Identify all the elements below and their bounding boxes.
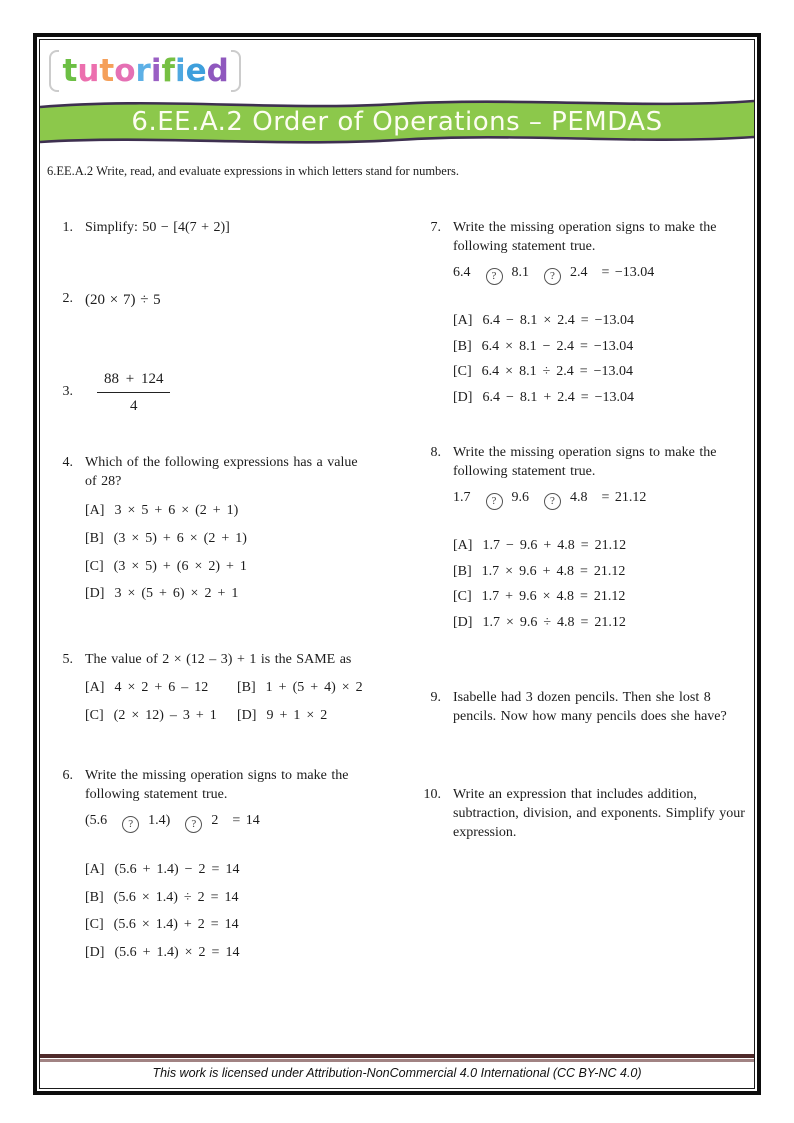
- option-text: 1.7 × 9.6 + 4.8 = 21.12: [481, 563, 626, 579]
- option-text: 3 × (5 + 6) × 2 + 1: [114, 586, 239, 602]
- option-text: 1.7 × 9.6 ÷ 4.8 = 21.12: [482, 615, 626, 631]
- logo-letter: t: [62, 53, 77, 89]
- logo-letter: e: [185, 53, 206, 89]
- option-text: (3 × 5) + 6 × (2 + 1): [113, 530, 247, 546]
- question-number: 2.: [62, 291, 73, 306]
- option-row: [453, 563, 754, 582]
- equation-result: = −13.04: [601, 264, 655, 280]
- option-text: 1.7 + 9.6 × 4.8 = 21.12: [481, 589, 626, 605]
- footer-rule-light: [40, 1059, 754, 1062]
- option-row: [85, 861, 381, 880]
- equation-line: [453, 264, 754, 285]
- footer: [40, 1054, 754, 1088]
- question-number: 10.: [423, 787, 441, 802]
- question-text: Which of the following expressions has a value of 28?: [85, 455, 358, 489]
- logo-left-bracket-icon: [49, 50, 59, 92]
- equation-segment: 9.6: [511, 489, 529, 505]
- logo-right-bracket-icon: [231, 50, 241, 92]
- option-label: [B]: [453, 338, 472, 354]
- question-10: [419, 786, 754, 843]
- fraction-denominator: 4: [129, 398, 138, 415]
- logo-letter: i: [150, 53, 161, 89]
- option-row: [453, 588, 754, 607]
- option-label: [B]: [85, 889, 104, 905]
- equation-segment: 4.8: [570, 489, 588, 505]
- options-list: [85, 679, 391, 726]
- question-9: [419, 689, 754, 727]
- options-list: [453, 312, 754, 409]
- option-text: 1.7 − 9.6 + 4.8 = 21.12: [482, 537, 627, 553]
- question-5: [51, 651, 391, 726]
- question-3: [51, 369, 381, 417]
- option-text: 4 × 2 + 6 – 12: [114, 679, 209, 695]
- worksheet-page: [33, 33, 761, 1095]
- option-label: [A]: [453, 312, 473, 328]
- option-label: [D]: [453, 615, 473, 631]
- circled-question-mark-icon: ?: [486, 493, 503, 510]
- options-list: [85, 861, 381, 964]
- question-number: 6.: [62, 768, 73, 783]
- logo-letter: d: [206, 53, 228, 89]
- question-1: [51, 219, 381, 238]
- equation-segment: 1.4): [148, 812, 171, 828]
- option-text: (5.6 × 1.4) + 2 = 14: [113, 917, 239, 933]
- license-text: This work is licensed under Attribution-NonCommercial 4.0 International (CC BY-NC 4.0): [152, 1066, 642, 1080]
- equation-result: = 21.12: [601, 489, 647, 505]
- option-row: [453, 537, 754, 556]
- question-7: [419, 219, 754, 415]
- option-label: [A]: [85, 679, 105, 695]
- fraction: [97, 369, 170, 417]
- question-number: 4.: [62, 455, 73, 470]
- options-list: [85, 502, 371, 605]
- question-text: Simplify: 50 − [4(7 + 2)]: [85, 220, 230, 235]
- option-label: [C]: [85, 707, 104, 723]
- option-text: 6.4 × 8.1 − 2.4 = −13.04: [481, 338, 634, 354]
- option-label: [C]: [453, 364, 472, 380]
- options-list: [453, 537, 754, 634]
- question-2: [51, 290, 381, 310]
- tutorified-logo: [49, 48, 241, 94]
- option-row: [85, 916, 381, 935]
- title-banner: [40, 92, 754, 152]
- question-number: 7.: [430, 220, 441, 235]
- option-text: (3 × 5) + (6 × 2) + 1: [113, 558, 247, 574]
- equation-line: [85, 812, 381, 833]
- option-label: [B]: [85, 530, 104, 546]
- option-text: 6.4 − 8.1 + 2.4 = −13.04: [482, 390, 635, 406]
- option-label: [C]: [85, 917, 104, 933]
- circled-question-mark-icon: ?: [486, 268, 503, 285]
- standard-description: 6.EE.A.2 Write, read, and evaluate expressions in which letters stand for numbers.: [47, 164, 459, 178]
- option-row: [453, 312, 754, 331]
- option-row: [85, 944, 381, 963]
- question-4: [51, 454, 371, 613]
- logo-letter: o: [114, 53, 135, 89]
- option-text: (5.6 × 1.4) ÷ 2 = 14: [113, 889, 239, 905]
- equation-segment: 6.4: [453, 264, 471, 280]
- question-6: [51, 767, 381, 972]
- option-text: 6.4 − 8.1 × 2.4 = −13.04: [482, 312, 635, 328]
- question-text: Write the missing operation signs to make the following statement true.: [453, 220, 717, 254]
- question-text: Write an expression that includes addition, subtraction, division, and exponents. Simplify your expression.: [453, 787, 745, 840]
- question-8: [419, 444, 754, 640]
- question-number: 9.: [430, 690, 441, 705]
- option-label: [D]: [85, 586, 105, 602]
- circled-question-mark-icon: ?: [122, 816, 139, 833]
- option-row: [453, 363, 754, 382]
- option-label: [B]: [453, 563, 472, 579]
- page-title: 6.EE.A.2 Order of Operations – PEMDAS: [131, 107, 663, 137]
- question-number: 3.: [62, 384, 73, 400]
- equation-line: [453, 489, 754, 510]
- question-text: Write the missing operation signs to make the following statement true.: [453, 445, 717, 479]
- equation-segment: 2: [211, 812, 219, 828]
- question-text: Write the missing operation signs to make the following statement true.: [85, 768, 349, 802]
- option-row: [85, 679, 237, 698]
- logo-letter: i: [174, 53, 185, 89]
- option-text: (2 × 12) – 3 + 1: [113, 707, 217, 723]
- question-text: (20 × 7) ÷ 5: [85, 292, 161, 308]
- equation-segment: 2.4: [570, 264, 588, 280]
- option-label: [C]: [85, 558, 104, 574]
- option-label: [A]: [85, 861, 105, 877]
- footer-rule-dark: [40, 1054, 754, 1058]
- option-text: 9 + 1 × 2: [266, 707, 328, 723]
- equation-segment: 8.1: [511, 264, 529, 280]
- option-label: [A]: [85, 502, 105, 518]
- logo-letter: t: [99, 53, 114, 89]
- option-row: [85, 530, 371, 549]
- logo-letter: u: [77, 53, 99, 89]
- option-text: (5.6 + 1.4) × 2 = 14: [114, 945, 240, 961]
- logo-letter: f: [161, 53, 174, 89]
- option-row: [453, 389, 754, 408]
- option-label: [D]: [237, 707, 257, 723]
- option-text: 3 × 5 + 6 × (2 + 1): [114, 502, 239, 518]
- option-row: [85, 585, 371, 604]
- question-text: The value of 2 × (12 – 3) + 1 is the SAME as: [85, 652, 352, 667]
- equation-segment: 1.7: [453, 489, 471, 505]
- option-row: [237, 679, 391, 698]
- question-number: 5.: [62, 652, 73, 667]
- circled-question-mark-icon: ?: [544, 268, 561, 285]
- fraction-numerator: 88 + 124: [97, 369, 170, 393]
- equation-segment: (5.6: [85, 812, 108, 828]
- option-label: [D]: [85, 945, 105, 961]
- option-row: [85, 889, 381, 908]
- question-text: Isabelle had 3 dozen pencils. Then she lost 8 pencils. Now how many pencils does she have?: [453, 690, 727, 724]
- question-number: 8.: [430, 445, 441, 460]
- option-label: [C]: [453, 589, 472, 605]
- option-row: [237, 707, 391, 726]
- option-row: [85, 558, 371, 577]
- question-number: 1.: [62, 220, 73, 235]
- equation-result: = 14: [232, 812, 260, 828]
- option-row: [85, 502, 371, 521]
- option-row: [85, 707, 237, 726]
- option-text: 6.4 × 8.1 ÷ 2.4 = −13.04: [481, 364, 634, 380]
- logo-letter: r: [135, 53, 150, 89]
- circled-question-mark-icon: ?: [544, 493, 561, 510]
- option-label: [A]: [453, 537, 473, 553]
- circled-question-mark-icon: ?: [185, 816, 202, 833]
- option-label: [D]: [453, 390, 473, 406]
- option-row: [453, 614, 754, 633]
- option-text: (5.6 + 1.4) − 2 = 14: [114, 861, 240, 877]
- option-text: 1 + (5 + 4) × 2: [265, 679, 363, 695]
- option-label: [B]: [237, 679, 256, 695]
- option-row: [453, 338, 754, 357]
